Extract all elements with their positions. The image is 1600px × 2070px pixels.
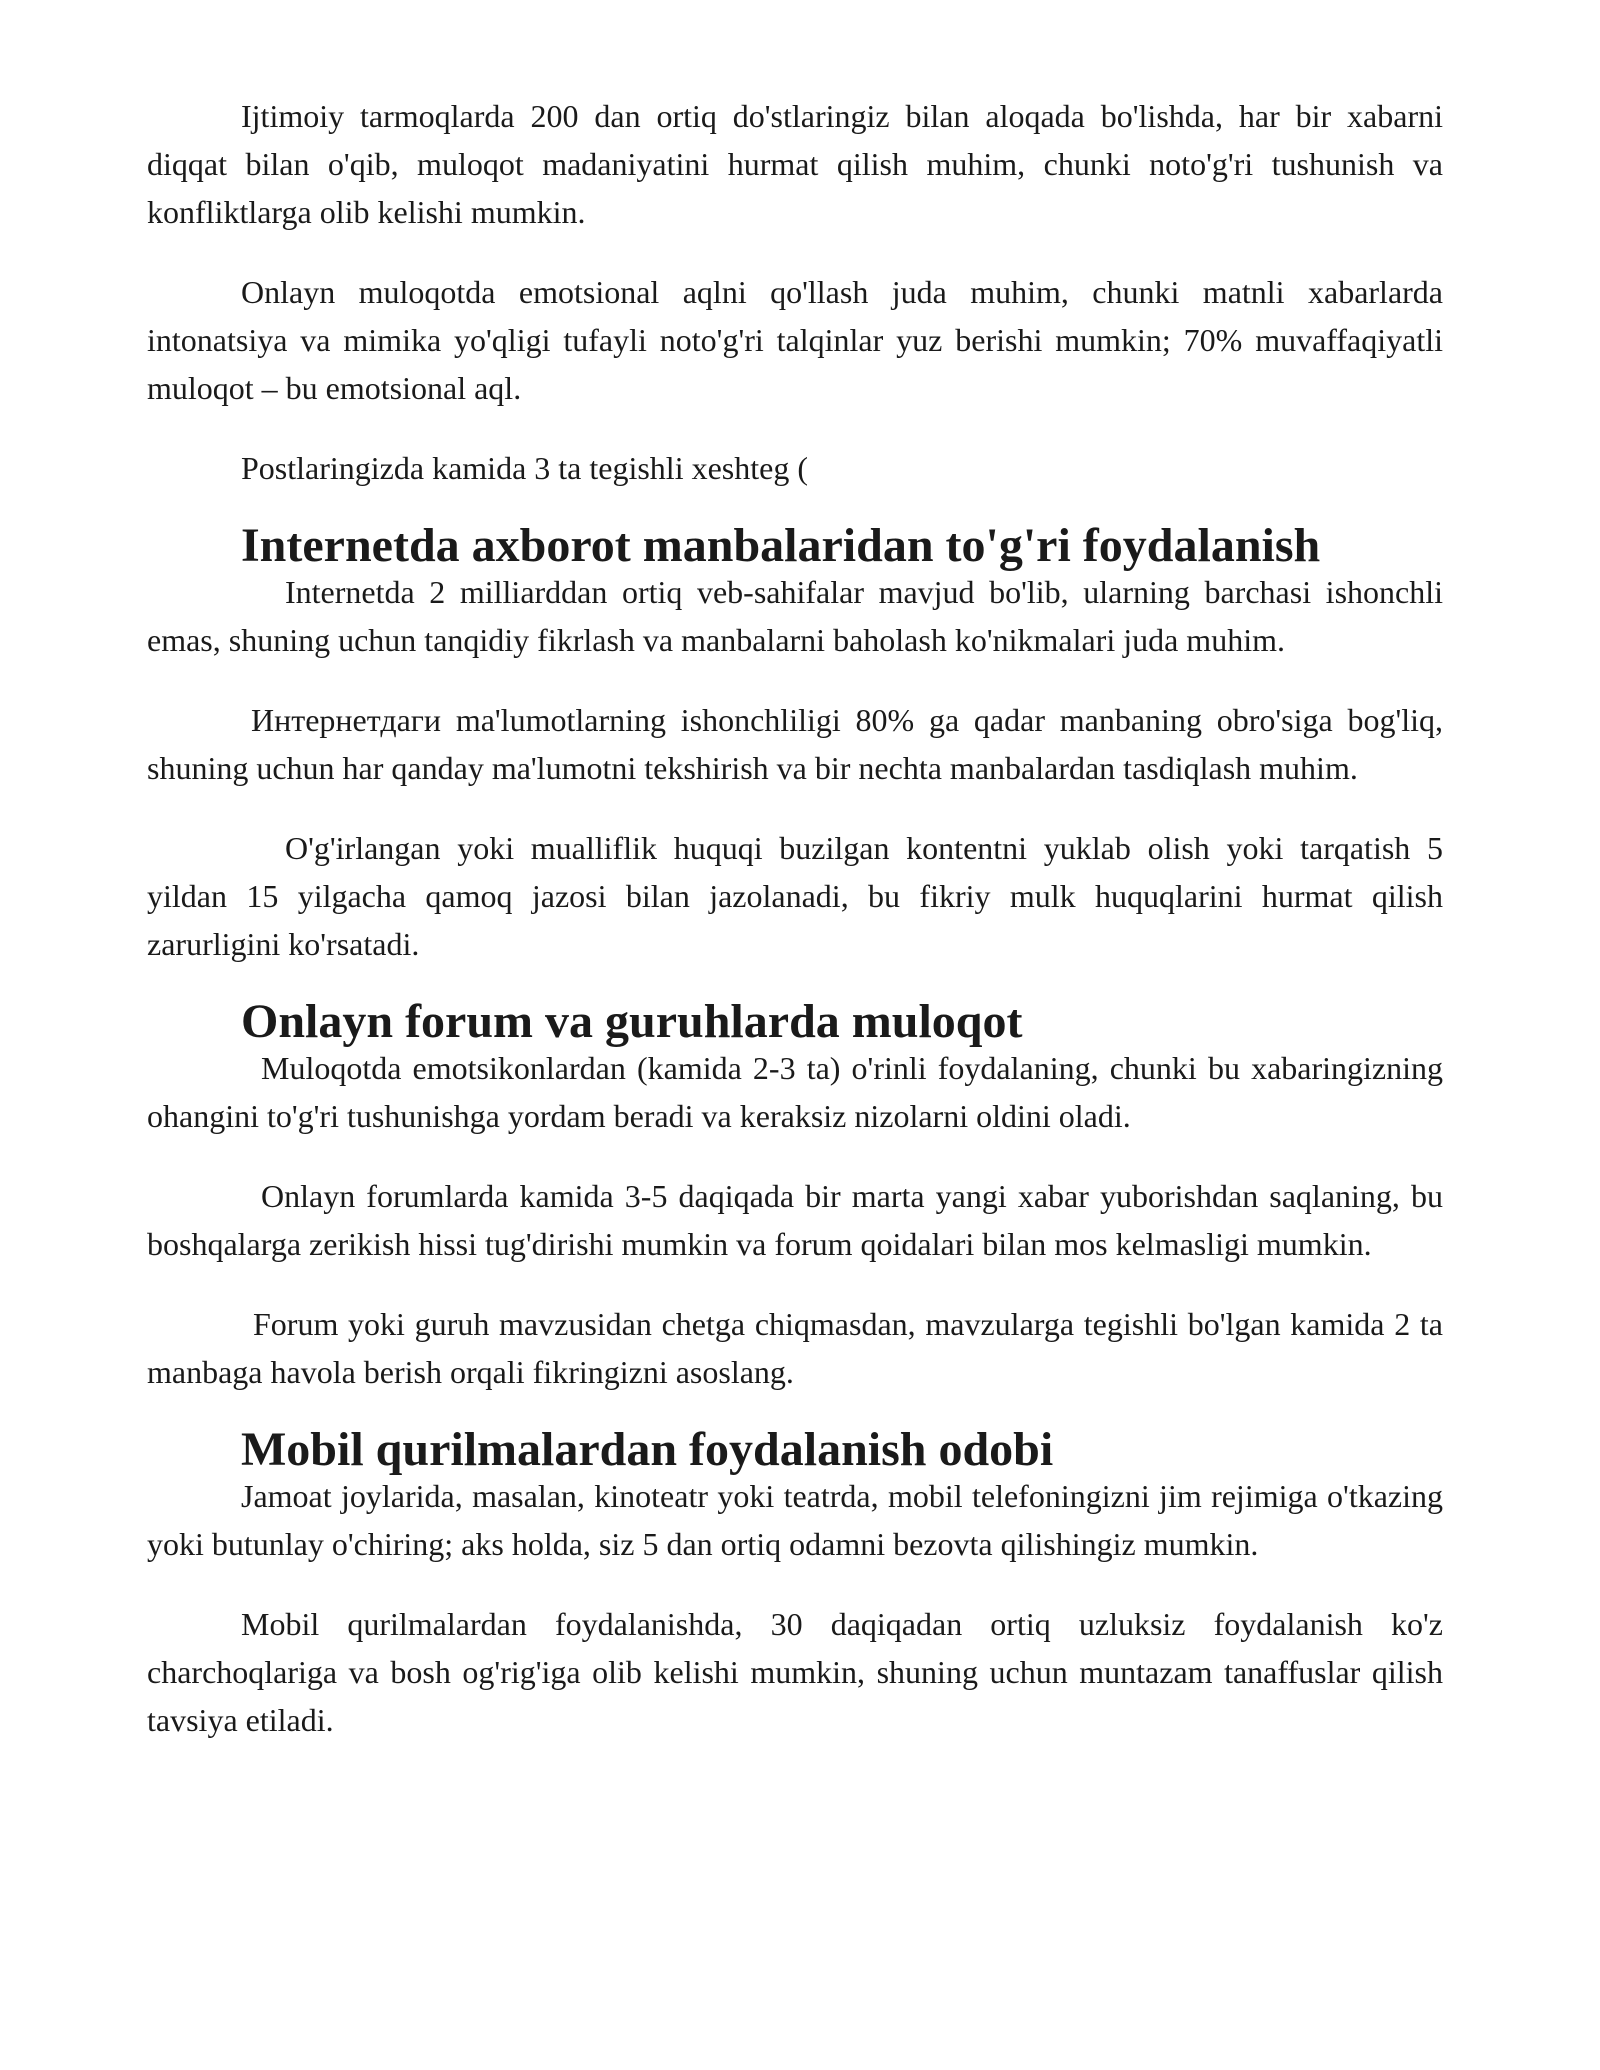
paragraph-emotional-intelligence: Onlayn muloqotda emotsional aqlni qo'llash juda muhim, chunki matnli xabarlarda intonatsiya va mimika yo'qligi tufayli noto'g'ri talqinlar yuz berishi mumkin; 70% muvaffaqiyatli muloqot – bu emotsional aql. xyxy=(147,274,1443,406)
document-page xyxy=(147,92,1443,1776)
heading-mobile-etiquette: Mobil qurilmalardan foydalanish odobi xyxy=(241,1423,1054,1476)
paragraph-forum-posting: Onlayn forumlarda kamida 3-5 daqiqada bir marta yangi xabar yuborishdan saqlaning, bu boshqalarga zerikish hissi tug'dirishi mumkin va forum qoidalari bilan mos kelmasligi mumkin. xyxy=(147,1178,1443,1262)
paragraph-copyright: O'g'irlangan yoki mualliflik huquqi buzilgan kontentni yuklab olish yoki tarqatish 5 yildan 15 yilgacha qamoq jazosi bilan jazolanadi, bu fikriy mulk huquqlarini hurmat qilish zarurligini ko'rsatadi. xyxy=(147,830,1443,962)
paragraph-hashtags: Postlaringizda kamida 3 ta tegishli xeshteg ( xyxy=(241,450,808,486)
heading-online-forums: Onlayn forum va guruhlarda muloqot xyxy=(241,995,1023,1048)
paragraph-web-pages: Internetda 2 milliarddan ortiq veb-sahifalar mavjud bo'lib, ularning barchasi ishonchli emas, shuning uchun tanqidiy fikrlash va manbalarni baholash ko'nikmalari juda muhim. xyxy=(147,574,1443,658)
paragraph-emoticons: Muloqotda emotsikonlardan (kamida 2-3 ta) o'rinli foydalaning, chunki bu xabaringizning ohangini to'g'ri tushunishga yordam beradi va keraksiz nizolarni oldini oladi. xyxy=(147,1050,1443,1134)
paragraph-silent-mode: Jamoat joylarida, masalan, kinoteatr yoki teatrda, mobil telefoningizni jim rejimiga o'tkazing yoki butunlay o'chiring; aks holda, siz 5 dan ortiq odamni bezovta qilishingiz mumkin. xyxy=(147,1478,1443,1562)
paragraph-forum-topic: Forum yoki guruh mavzusidan chetga chiqmasdan, mavzularga tegishli bo'lgan kamida 2 ta manbaga havola berish orqali fikringizni asoslang. xyxy=(147,1306,1443,1390)
paragraph-reliability: Интернетдаги ma'lumotlarning ishonchliligi 80% ga qadar manbaning obro'siga bog'liq, shuning uchun har qanday ma'lumotni tekshirish va bir nechta manbalardan tasdiqlash muhim. xyxy=(147,702,1443,786)
heading-internet-sources: Internetda axborot manbalaridan to'g'ri foydalanish xyxy=(241,519,1321,572)
paragraph-social-networks: Ijtimoiy tarmoqlarda 200 dan ortiq do'stlaringiz bilan aloqada bo'lishda, har bir xabarni diqqat bilan o'qib, muloqot madaniyatini hurmat qilish muhim, chunki noto'g'ri tushunish va konfliktlarga olib kelishi mumkin. xyxy=(147,98,1443,230)
paragraph-breaks: Mobil qurilmalardan foydalanishda, 30 daqiqadan ortiq uzluksiz foydalanish ko'z charchoqlariga va bosh og'rig'iga olib kelishi mumkin, shuning uchun muntazam tanaffuslar qilish tavsiya etiladi. xyxy=(147,1606,1443,1738)
